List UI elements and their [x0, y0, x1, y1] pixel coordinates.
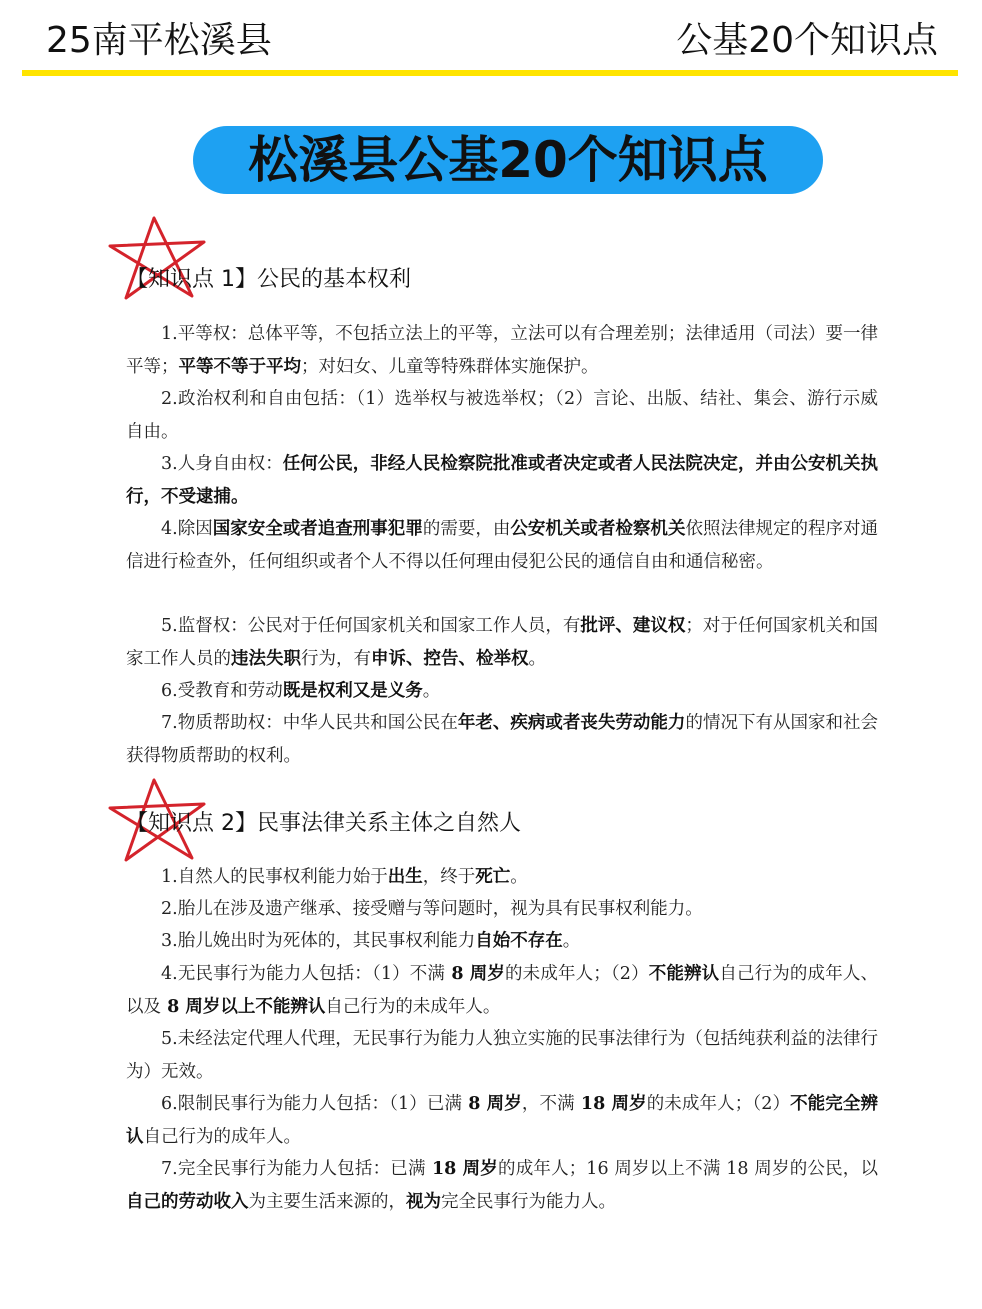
text-run: 自己行为的未成年人。 — [325, 996, 501, 1017]
section-2-paragraph-3 — [126, 925, 878, 958]
bold-text-run: 国家安全或者追查刑事犯罪 — [212, 519, 423, 539]
bold-text-run: 18 周岁 — [425, 1159, 499, 1179]
bold-text-run: 不能辨认 — [648, 964, 720, 984]
text-run: 的成年人；16 周岁以上不满 18 周岁的公民，以 — [498, 1159, 878, 1179]
bold-text-run: 申诉、控告、检举权 — [371, 648, 529, 669]
section-2-heading: 【知识点 2】民事法律关系主体之自然人 — [126, 811, 521, 836]
header-underline — [22, 70, 958, 76]
text-run: 的需要，由 — [422, 519, 511, 539]
bold-text-run: 年老、疾病或者丧失劳动能力 — [457, 713, 686, 733]
text-run: 1.自然人的民事权利能力始于 — [161, 867, 388, 887]
bold-text-run: 任何公民，非经人民检察院批准或者决定或者人民法院决定，并由公安机关执行，不受逮捕。 — [126, 454, 878, 507]
text-run: 3.人身自由权： — [161, 454, 283, 474]
top-bar — [0, 0, 982, 80]
text-run: ，终于 — [422, 867, 476, 887]
text-run: 依照法律规定的程序对通信进行检查外，任何组织或者个人不得以任何理由侵犯公民的通信自由和通信秘密。 — [126, 519, 879, 572]
text-run: 。 — [528, 648, 546, 669]
text-run: 7.完全民事行为能力人包括：已满 — [161, 1159, 426, 1179]
bold-text-run: 视为 — [406, 1191, 441, 1212]
bold-text-run: 不能完全辨认 — [126, 1094, 878, 1147]
page-title: 松溪县公基20个知识点 — [248, 131, 768, 189]
text-run: 2.胎儿在涉及遗产继承、接受赠与等问题时，视为具有民事权利能力。 — [161, 899, 703, 919]
text-run: 4.除因 — [161, 519, 213, 539]
text-run: 5.未经法定代理人代理，无民事行为能力人独立实施的民事法律行为（包括纯获利益的法律行为）无效。 — [126, 1029, 878, 1082]
section-2-paragraph-5 — [126, 1023, 878, 1088]
text-run: 7.物质帮助权：中华人民共和国公民在 — [161, 713, 458, 733]
text-run: 5.监督权：公民对于任何国家机关和国家工作人员，有 — [161, 616, 581, 636]
text-run: 的情况下有从国家和社会获得物质帮助的权利。 — [126, 713, 879, 766]
section-2-paragraph-4 — [126, 958, 878, 1023]
bold-text-run: 自始不存在 — [475, 931, 563, 951]
text-run: ；对于任何国家机关和国家工作人员的 — [126, 616, 878, 669]
section-2-paragraph-7 — [126, 1153, 878, 1218]
bold-text-run: 死亡 — [475, 867, 511, 887]
section-1-paragraph-2 — [126, 383, 878, 448]
text-run: 自己行为的成年人。 — [143, 1126, 301, 1147]
bold-text-run: 自己的劳动收入 — [126, 1191, 249, 1212]
text-run: 的未成年人；（2） — [646, 1094, 791, 1114]
text-run: 。 — [562, 931, 581, 951]
bold-text-run: 公安机关或者检察机关 — [510, 519, 686, 539]
text-run: 4.无民事行为能力人包括：（1）不满 — [161, 964, 446, 984]
header-location: 25南平松溪县 — [46, 20, 272, 61]
text-run: 的未成年人；（2） — [505, 964, 649, 984]
bold-text-run: 既是权利又是义务 — [282, 681, 423, 701]
section-1-heading: 【知识点 1】公民的基本权利 — [126, 267, 411, 292]
bold-text-run: 8 周岁以上不能辨认 — [161, 996, 326, 1017]
section-1-paragraph-3 — [126, 448, 878, 513]
text-run: 完全民事行为能力人。 — [441, 1191, 616, 1212]
section-1-paragraph-7 — [126, 707, 878, 772]
bold-text-run: 平等不等于平均 — [178, 356, 301, 377]
text-run: 。 — [422, 681, 441, 701]
bold-text-run: 18 周岁 — [574, 1094, 647, 1114]
bold-text-run: 违法失职 — [231, 648, 301, 669]
bold-text-run: 8 周岁 — [445, 964, 506, 984]
section-2-paragraph-6 — [126, 1088, 878, 1153]
text-run: 。 — [510, 867, 528, 887]
text-run: 2.政治权利和自由包括：（1）选举权与被选举权；（2）言论、出版、结社、集会、游行示威自由。 — [126, 389, 878, 442]
section-1-paragraph-5 — [126, 610, 878, 675]
section-2-paragraph-2 — [126, 893, 878, 926]
text-run: ；对妇女、儿童等特殊群体实施保护。 — [301, 356, 599, 377]
section-1-paragraph-4 — [126, 513, 878, 578]
text-run: 行为，有 — [301, 648, 371, 669]
text-run: 3.胎儿娩出时为死体的，其民事权利能力 — [161, 931, 476, 951]
bold-text-run: 批评、建议权 — [580, 616, 686, 636]
bold-text-run: 出生 — [387, 867, 423, 887]
header-topic: 公基20个知识点 — [676, 20, 938, 61]
section-2-paragraph-1 — [126, 861, 878, 894]
text-run: 6.限制民事行为能力人包括：（1）已满 — [161, 1094, 463, 1114]
text-run: 6.受教育和劳动 — [161, 681, 283, 701]
section-1-paragraph-6 — [126, 675, 878, 708]
text-run: 自己行为的成年人、以及 — [126, 964, 878, 1017]
section-1-paragraph-1 — [126, 318, 878, 383]
text-run: ，不满 — [521, 1094, 575, 1114]
bold-text-run: 8 周岁 — [462, 1094, 522, 1114]
text-run: 1.平等权：总体平等，不包括立法上的平等，立法可以有合理差别；法律适用（司法）要一律平等； — [126, 324, 878, 377]
text-run: 为主要生活来源的， — [248, 1191, 406, 1212]
